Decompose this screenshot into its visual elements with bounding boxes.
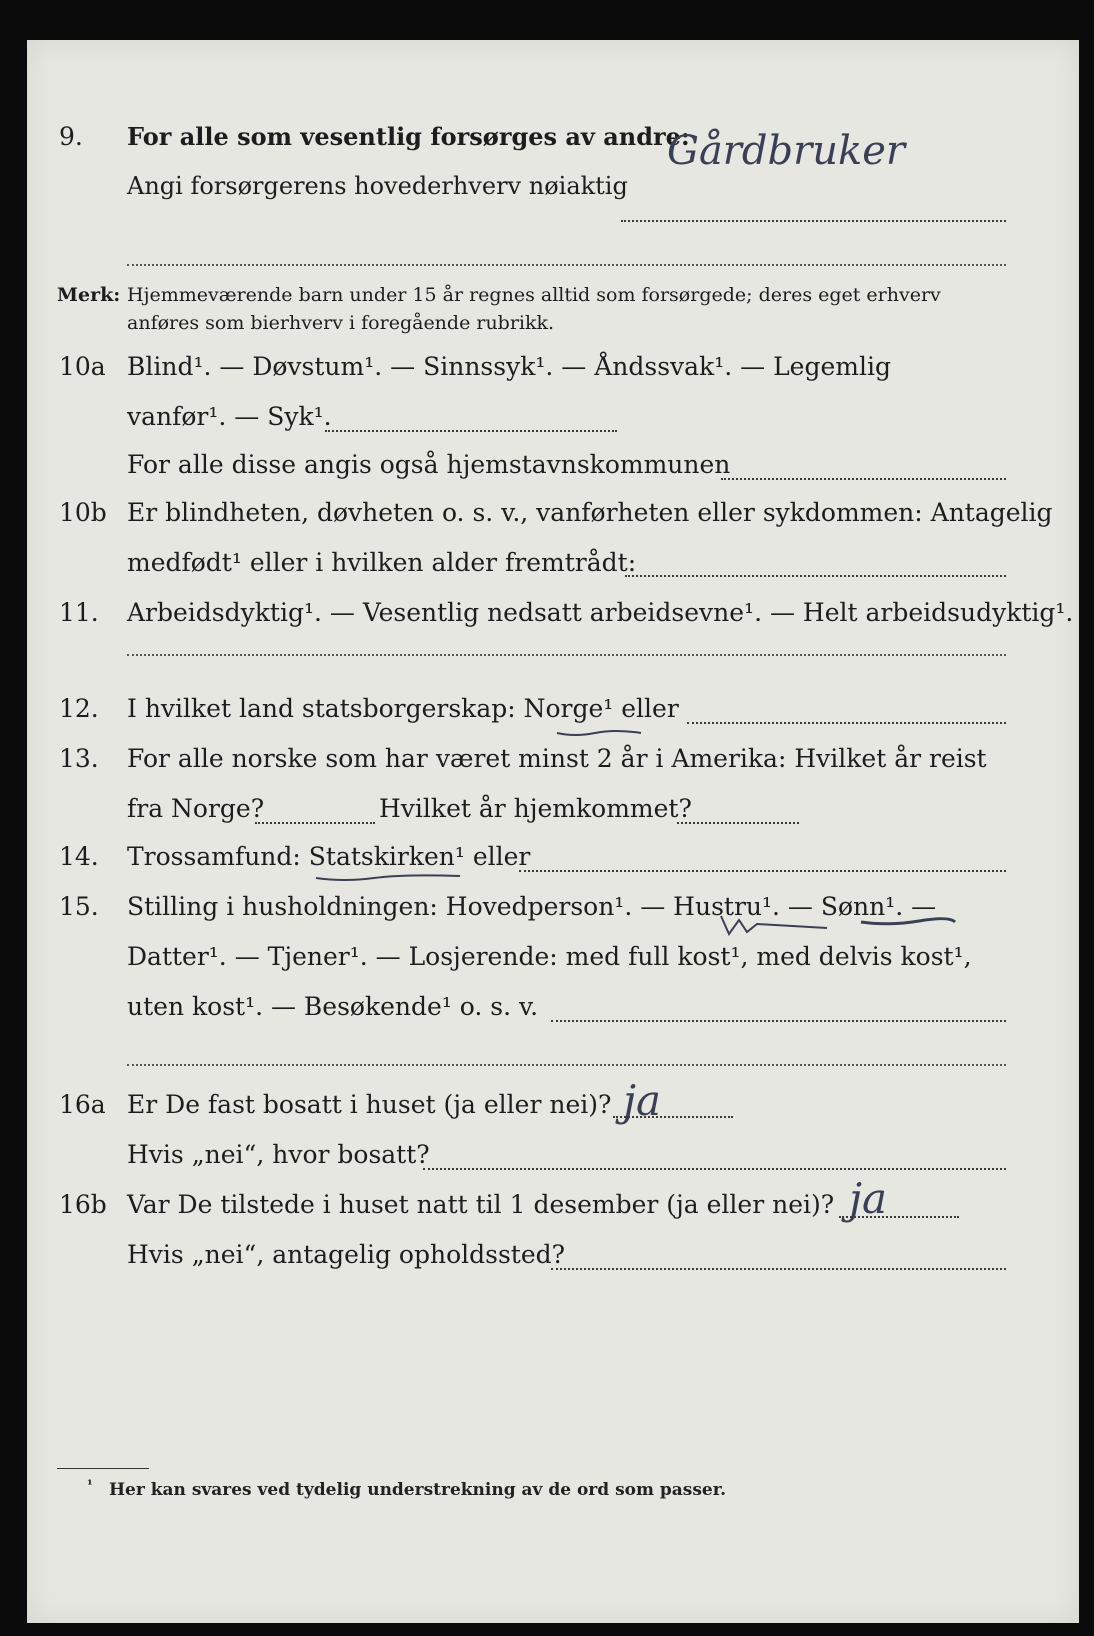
- q13-right-line: [677, 822, 799, 824]
- q10a-line2: vanfør¹. — Syk¹.: [127, 402, 332, 431]
- q16b-line1: Var De tilstede i huset natt til 1 desember (ja eller nei)?: [127, 1190, 835, 1219]
- census-form-page: [27, 40, 1079, 1623]
- q10b-answer-line: [625, 575, 1006, 577]
- q9-line1: For alle som vesentlig forsørges av andre:: [127, 122, 690, 151]
- q14-number: 14.: [59, 842, 99, 871]
- q9-second-line: [127, 264, 1006, 266]
- q14-answer-line: [519, 870, 1006, 872]
- footnote-mark: ¹: [87, 1478, 93, 1493]
- q16b-answer-line: [839, 1216, 959, 1218]
- q14-line1: Trossamfund: Statskirken¹ eller: [127, 842, 531, 871]
- q15-line2: Datter¹. — Tjener¹. — Losjerende: med full kost¹, med delvis kost¹,: [127, 942, 972, 971]
- q9-line2: Angi forsørgerens hovederhverv nøiaktig: [127, 172, 628, 200]
- q16a-answer-line: [613, 1116, 733, 1118]
- q16b-where-line: [551, 1268, 1006, 1270]
- q10a-line1: Blind¹. — Døvstum¹. — Sinnssyk¹. — Åndssvak¹. — Legemlig: [127, 352, 891, 381]
- q13-line1: For alle norske som har været minst 2 år i Amerika: Hvilket år reist: [127, 744, 987, 773]
- q11-number: 11.: [59, 598, 99, 627]
- q16b-number: 16b: [59, 1190, 107, 1219]
- q16a-handwritten-answer: ja: [623, 1076, 662, 1125]
- q15-number: 15.: [59, 892, 99, 921]
- sonn-underline-mark: [859, 916, 959, 928]
- q9-answer-line: [621, 220, 1006, 222]
- merk-label: Merk:: [57, 284, 121, 306]
- merk-line2: anføres som bierhverv i foregående rubrikk.: [127, 312, 555, 334]
- q16a-line2: Hvis „nei“, hvor bosatt?: [127, 1140, 430, 1169]
- q10b-number: 10b: [59, 498, 107, 527]
- q10b-line2: medfødt¹ eller i hvilken alder fremtrådt:: [127, 548, 637, 577]
- q10a-home-line: [721, 478, 1006, 480]
- q9-handwritten-answer: Gårdbruker: [667, 128, 906, 174]
- footnote-separator: [57, 1468, 149, 1469]
- q12-number: 12.: [59, 694, 99, 723]
- q9-number: 9.: [59, 122, 83, 151]
- q16b-line2: Hvis „nei“, antagelig opholdssted?: [127, 1240, 566, 1269]
- q13-line2a: fra Norge?: [127, 794, 265, 823]
- q16a-where-line: [423, 1168, 1006, 1170]
- q13-line2b: Hvilket år hjemkommet?: [379, 794, 692, 823]
- hustru-strike-mark: [717, 912, 837, 938]
- q13-number: 13.: [59, 744, 99, 773]
- merk-line1: Hjemmeværende barn under 15 år regnes alltid som forsørgede; deres eget erhverv: [127, 284, 941, 306]
- q15-extra-line: [127, 1064, 1006, 1066]
- norge-underline-mark: [555, 728, 645, 738]
- q10a-line3: For alle disse angis også hjemstavnskommunen: [127, 450, 731, 479]
- q13-left-line: [255, 822, 375, 824]
- q12-answer-line: [687, 722, 1006, 724]
- footnote-text: Her kan svares ved tydelig understrekning av de ord som passer.: [109, 1480, 727, 1500]
- q16a-line1: Er De fast bosatt i huset (ja eller nei)?: [127, 1090, 612, 1119]
- q12-line1: I hvilket land statsborgerskap: Norge¹ eller: [127, 694, 679, 723]
- statskirken-underline-mark: [314, 872, 464, 884]
- q11-line1: Arbeidsdyktig¹. — Vesentlig nedsatt arbeidsevne¹. — Helt arbeidsudyktig¹.: [127, 598, 1074, 627]
- q16a-number: 16a: [59, 1090, 106, 1119]
- q11-answer-line: [127, 654, 1006, 656]
- q10a-answer-line: [325, 430, 617, 432]
- q10a-number: 10a: [59, 352, 106, 381]
- q16b-handwritten-answer: ja: [849, 1174, 888, 1223]
- q15-answer-line: [551, 1020, 1006, 1022]
- q15-line1: Stilling i husholdningen: Hovedperson¹. — Hustru¹. — Sønn¹. —: [127, 892, 937, 921]
- q10b-line1: Er blindheten, døvheten o. s. v., vanførheten eller sykdommen: Antagelig: [127, 498, 1053, 527]
- q15-line3: uten kost¹. — Besøkende¹ o. s. v.: [127, 992, 539, 1021]
